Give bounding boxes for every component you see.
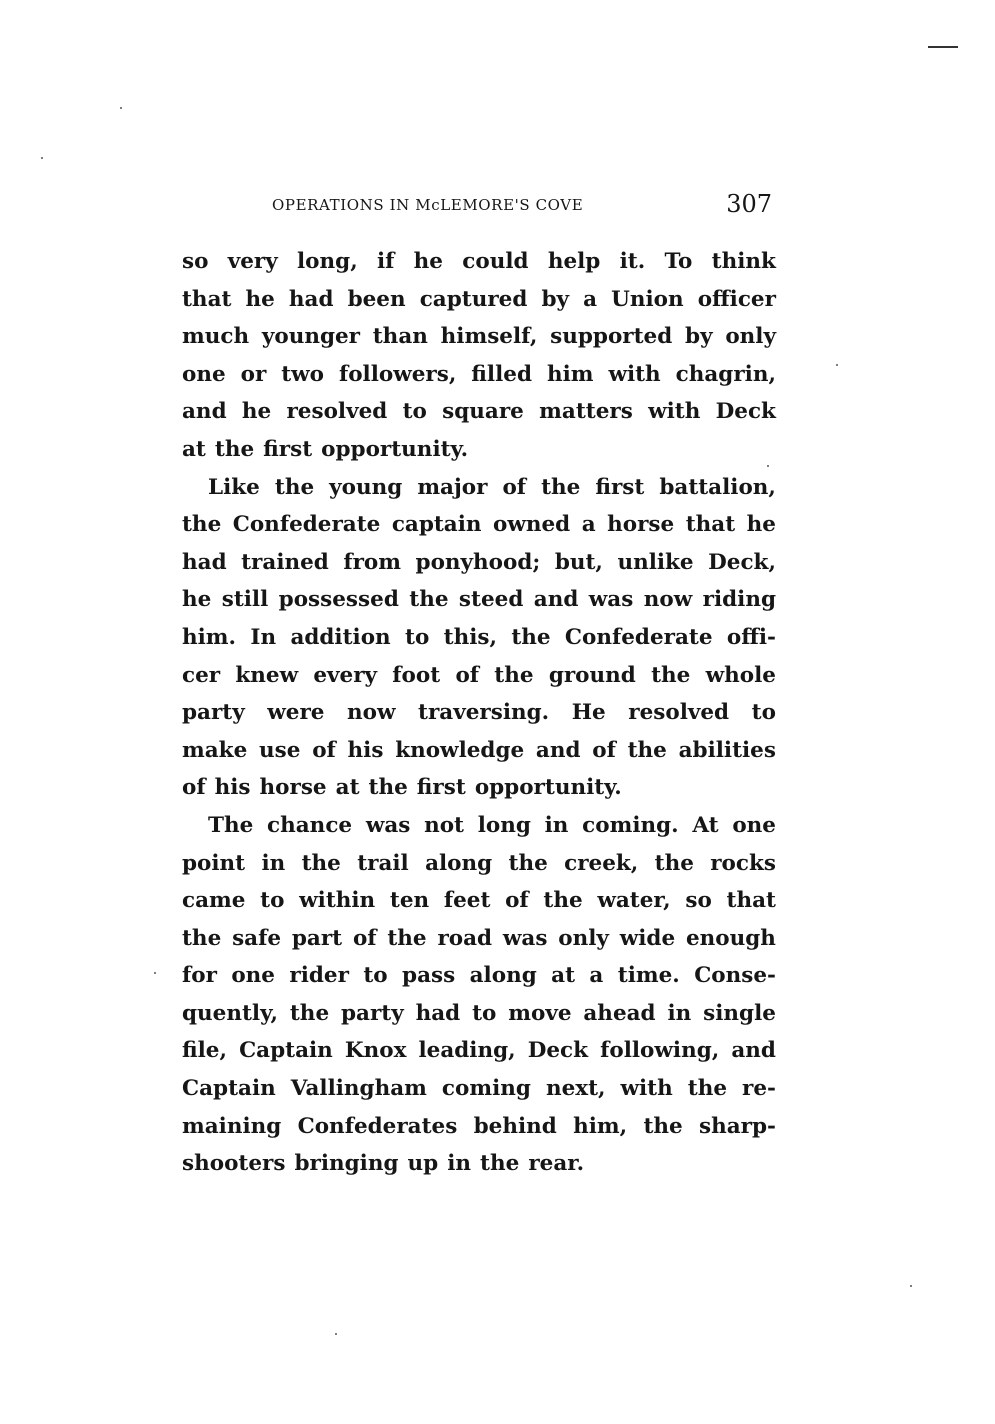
text-line: for one rider to pass along at a time. Conse- bbox=[182, 963, 776, 989]
body-text bbox=[182, 243, 776, 1183]
page-number: 307 bbox=[726, 190, 772, 218]
text-line: and he resolved to square matters with Deck bbox=[182, 399, 776, 425]
text-line: point in the trail along the creek, the rocks bbox=[182, 850, 776, 876]
text-line: Like the young major of the first battalion, bbox=[208, 474, 776, 500]
speck bbox=[120, 107, 122, 109]
text-line: make use of his knowledge and of the abilities bbox=[182, 737, 776, 763]
text-line: file, Captain Knox leading, Deck following, and bbox=[182, 1038, 776, 1064]
paragraph bbox=[182, 469, 776, 807]
text-line: of his horse at the first opportunity. bbox=[182, 775, 622, 801]
text-line: he still possessed the steed and was now riding bbox=[182, 587, 776, 613]
text-line: cer knew every foot of the ground the whole bbox=[182, 662, 776, 688]
text-line: the safe part of the road was only wide enough bbox=[182, 925, 776, 951]
paragraph bbox=[182, 243, 776, 469]
text-line: one or two followers, filled him with chagrin, bbox=[182, 361, 776, 387]
text-line: that he had been captured by a Union officer bbox=[182, 286, 776, 312]
speck bbox=[910, 1285, 912, 1287]
speck bbox=[154, 972, 156, 974]
text-line: much younger than himself, supported by only bbox=[182, 324, 776, 350]
text-line: him. In addition to this, the Confederate offi- bbox=[182, 624, 776, 650]
text-line: at the first opportunity. bbox=[182, 436, 469, 462]
speck bbox=[335, 1333, 337, 1335]
text-line: had trained from ponyhood; but, unlike Deck, bbox=[182, 549, 776, 575]
text-line: shooters bringing up in the rear. bbox=[182, 1151, 585, 1177]
speck bbox=[836, 364, 838, 366]
text-line: the Confederate captain owned a horse that he bbox=[182, 512, 776, 538]
running-head bbox=[182, 190, 776, 222]
speck bbox=[41, 157, 43, 159]
edge-mark bbox=[928, 46, 958, 48]
text-line: came to within ten feet of the water, so that bbox=[182, 888, 776, 914]
text-line: so very long, if he could help it. To think bbox=[182, 249, 776, 274]
paragraph bbox=[182, 807, 776, 1183]
text-line: maining Confederates behind him, the sharp- bbox=[182, 1113, 776, 1139]
text-line: The chance was not long in coming. At one bbox=[208, 812, 776, 838]
text-line: Captain Vallingham coming next, with the re- bbox=[182, 1076, 776, 1102]
running-title: OPERATIONS IN McLEMORE'S COVE bbox=[272, 196, 584, 214]
text-line: quently, the party had to move ahead in single bbox=[182, 1000, 776, 1026]
text-line: party were now traversing. He resolved to bbox=[182, 700, 776, 726]
